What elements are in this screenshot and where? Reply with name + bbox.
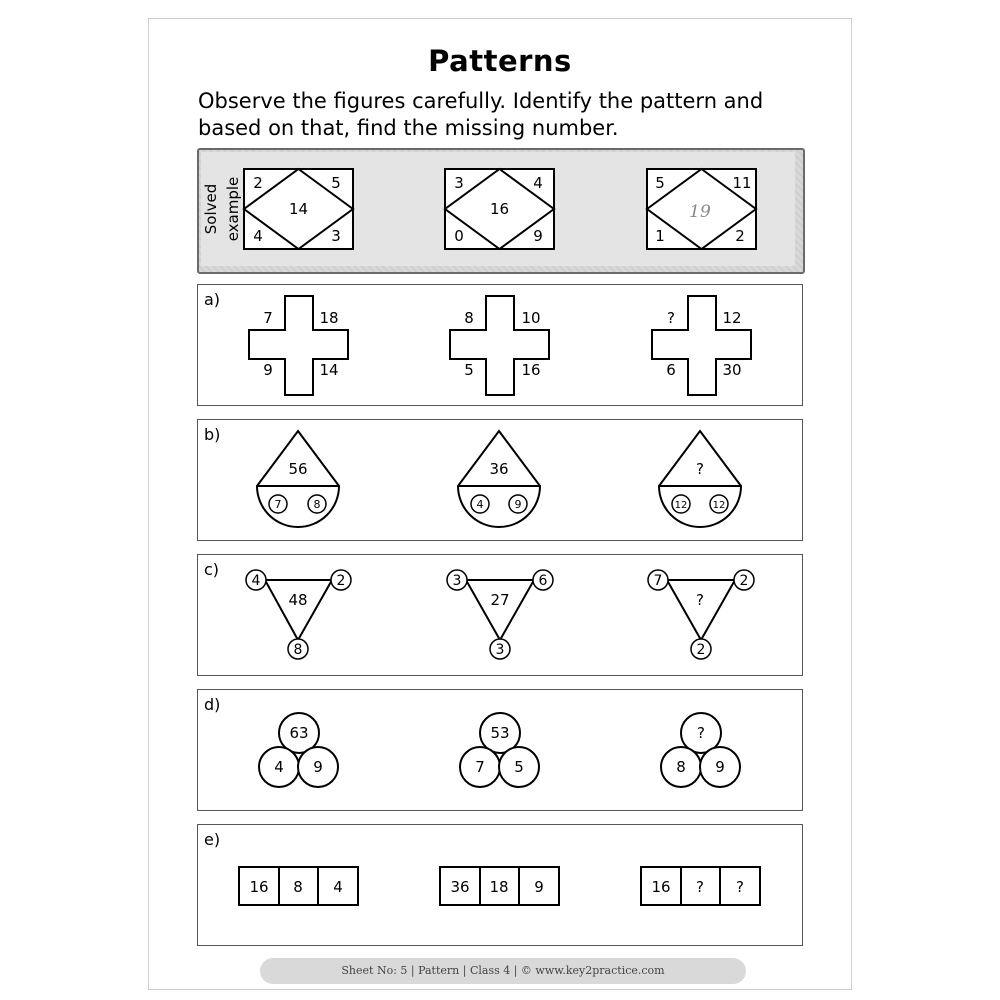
d-3-top: ? xyxy=(697,724,705,742)
e-1-cell-2: 8 xyxy=(293,878,303,896)
question-b-label: b) xyxy=(204,425,221,444)
c-1-center: 48 xyxy=(288,591,308,609)
a-1-tr: 18 xyxy=(319,309,339,327)
solved-2-center: 16 xyxy=(489,200,510,218)
b-2-right: 9 xyxy=(514,498,522,511)
solved-1-tr: 5 xyxy=(331,174,341,192)
e-3-cell-1: 16 xyxy=(651,878,671,896)
solved-3-center-handwritten: 19 xyxy=(689,202,711,222)
question-e-label: e) xyxy=(204,830,221,849)
solved-3-tl: 5 xyxy=(655,174,665,192)
e-3-cell-3: ? xyxy=(736,878,744,896)
question-d-label: d) xyxy=(204,695,221,714)
solved-2-tl: 3 xyxy=(454,174,464,192)
d-3-right: 9 xyxy=(715,758,725,776)
solved-1-bl: 4 xyxy=(253,227,263,245)
a-3-bl: 6 xyxy=(666,361,676,379)
c-1-left: 4 xyxy=(251,573,261,589)
b-3-left: 12 xyxy=(674,500,688,511)
question-c-label: c) xyxy=(204,560,220,579)
d-1-top: 63 xyxy=(289,724,309,742)
c-2-bottom: 3 xyxy=(495,642,505,658)
a-3-br: 30 xyxy=(722,361,742,379)
c-2-center: 27 xyxy=(490,591,510,609)
b-1-right: 8 xyxy=(313,498,321,511)
d-2-left: 7 xyxy=(475,758,485,776)
c-3-bottom: 2 xyxy=(696,642,706,658)
b-1-top: 56 xyxy=(288,460,308,478)
b-2-left: 4 xyxy=(476,498,484,511)
page-title: Patterns xyxy=(428,44,572,78)
b-3-right: 12 xyxy=(712,500,726,511)
a-2-br: 16 xyxy=(521,361,541,379)
solved-2-bl: 0 xyxy=(454,227,464,245)
e-2-cell-3: 9 xyxy=(534,878,544,896)
b-3-top: ? xyxy=(696,460,704,478)
d-3-left: 8 xyxy=(676,758,686,776)
e-3-cell-2: ? xyxy=(696,878,704,896)
d-2-top: 53 xyxy=(490,724,510,742)
a-1-bl: 9 xyxy=(263,361,273,379)
e-2-cell-1: 36 xyxy=(450,878,470,896)
a-2-tr: 10 xyxy=(521,309,541,327)
question-a-label: a) xyxy=(204,290,221,309)
solved-2-tr: 4 xyxy=(533,174,543,192)
instructions-text: Observe the figures carefully. Identify the pattern and based on that, find the missing number. xyxy=(198,89,764,140)
c-1-right: 2 xyxy=(336,573,346,589)
c-3-left: 7 xyxy=(653,573,663,589)
b-2-top: 36 xyxy=(489,460,509,478)
d-1-right: 9 xyxy=(313,758,323,776)
c-3-center: ? xyxy=(696,591,704,609)
a-1-tl: 7 xyxy=(263,309,273,327)
a-1-br: 14 xyxy=(319,361,339,379)
solved-example-label: Solved example xyxy=(202,176,242,242)
cells-figure-2 xyxy=(440,867,559,905)
solved-1-center: 14 xyxy=(288,200,309,218)
footer-bar: Sheet No: 5 | Pattern | Class 4 | © www.key2practice.com xyxy=(260,958,746,984)
a-3-tl: ? xyxy=(667,309,675,327)
e-1-cell-1: 16 xyxy=(249,878,269,896)
cells-figure-1 xyxy=(239,867,358,905)
b-1-left: 7 xyxy=(274,498,282,511)
solved-3-tr: 11 xyxy=(732,174,752,192)
d-2-right: 5 xyxy=(514,758,524,776)
solved-1-br: 3 xyxy=(331,227,341,245)
solved-2-br: 9 xyxy=(533,227,543,245)
a-3-tr: 12 xyxy=(722,309,742,327)
c-1-bottom: 8 xyxy=(293,642,303,658)
a-2-bl: 5 xyxy=(464,361,474,379)
a-2-tl: 8 xyxy=(464,309,474,327)
c-2-right: 6 xyxy=(538,573,548,589)
solved-3-bl: 1 xyxy=(655,227,665,245)
solved-3-br: 2 xyxy=(735,227,745,245)
d-1-left: 4 xyxy=(274,758,284,776)
e-1-cell-3: 4 xyxy=(333,878,343,896)
c-3-right: 2 xyxy=(739,573,749,589)
cells-figure-3 xyxy=(641,867,760,905)
solved-1-tl: 2 xyxy=(253,174,263,192)
e-2-cell-2: 18 xyxy=(489,878,509,896)
c-2-left: 3 xyxy=(452,573,462,589)
